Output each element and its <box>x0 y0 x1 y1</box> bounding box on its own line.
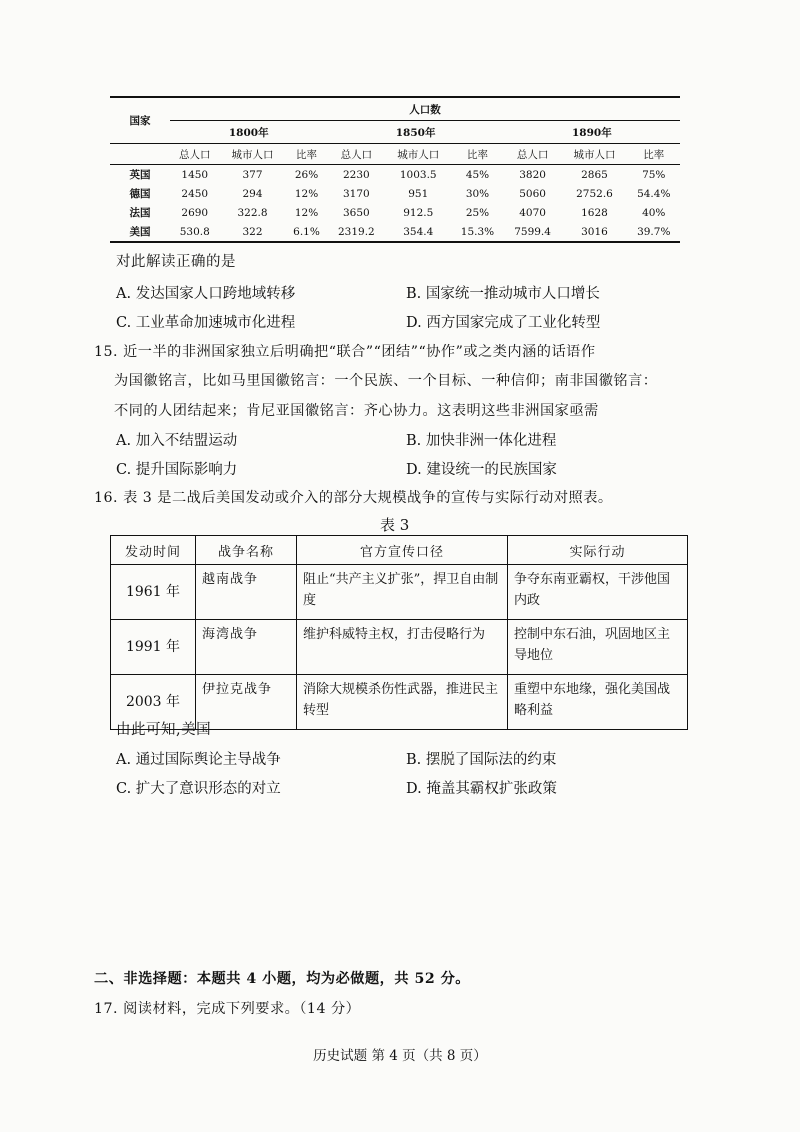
war-year-cell: 2003 年 <box>111 675 196 730</box>
year-header: 1850年 <box>327 121 503 144</box>
war-row <box>111 565 688 620</box>
population-table <box>110 96 680 243</box>
sub-header: 比率 <box>286 144 328 165</box>
sub-header: 总人口 <box>327 144 385 165</box>
value-cell: 322.8 <box>237 206 268 219</box>
q16-option-a[interactable]: A. 通过国际舆论主导战争 <box>116 752 281 768</box>
war-name-cell: 伊拉克战争 <box>196 675 297 730</box>
population-group-header: 人口数 <box>170 97 680 121</box>
q15-option-d[interactable]: D. 建设统一的民族国家 <box>406 462 557 478</box>
war-header: 官方宣传口径 <box>297 536 508 565</box>
year-header: 1890年 <box>504 121 680 144</box>
value-cell: 912.5 <box>403 206 434 219</box>
country-cell: 英国 <box>129 169 151 181</box>
country-cell: 美国 <box>110 222 170 242</box>
q15-option-a[interactable]: A. 加入不结盟运动 <box>116 433 238 449</box>
table-3-title: 表 3 <box>380 516 410 534</box>
value-cell: 15.3% <box>451 222 503 242</box>
value-cell: 5060 <box>519 187 546 200</box>
war-action-cell: 控制中东石油，巩固地区主导地位 <box>508 620 688 675</box>
sub-header: 城市人口 <box>561 144 627 165</box>
population-row <box>110 184 680 203</box>
value-cell: 2319.2 <box>327 222 385 242</box>
value-cell: 6.1% <box>286 222 328 242</box>
war-header: 实际行动 <box>508 536 688 565</box>
value-cell: 40% <box>642 206 666 219</box>
q16-stem: 16. 表 3 是二战后美国发动或介入的部分大规模战争的宣传与实际行动对照表。 <box>94 490 613 506</box>
sub-header: 总人口 <box>170 144 220 165</box>
sub-header: 总人口 <box>504 144 562 165</box>
value-cell: 7599.4 <box>504 222 562 242</box>
q15-option-b[interactable]: B. 加快非洲一体化进程 <box>406 433 557 449</box>
country-cell: 德国 <box>129 188 151 200</box>
country-cell: 法国 <box>129 207 151 219</box>
population-row <box>110 165 680 185</box>
value-cell: 2752.6 <box>576 187 613 200</box>
q16-option-d[interactable]: D. 掩盖其霸权扩张政策 <box>406 781 557 797</box>
q17-stem: 17. 阅读材料，完成下列要求。（14 分） <box>94 1001 361 1017</box>
country-header: 国家 <box>110 97 170 144</box>
value-cell: 1628 <box>581 206 608 219</box>
value-cell: 354.4 <box>385 222 451 242</box>
war-action-cell: 争夺东南亚霸权，干涉他国内政 <box>508 565 688 620</box>
value-cell: 322 <box>220 222 286 242</box>
war-claim-cell: 阻止“共产主义扩张”，捍卫自由制度 <box>297 565 508 620</box>
value-cell: 530.8 <box>170 222 220 242</box>
q14-option-a[interactable]: A. 发达国家人口跨地域转移 <box>116 286 296 302</box>
value-cell: 3820 <box>519 168 546 181</box>
page-footer: 历史试题 第 4 页（共 8 页） <box>313 1048 487 1064</box>
value-cell: 12% <box>294 187 319 200</box>
value-cell: 3650 <box>343 206 370 219</box>
q14-option-b[interactable]: B. 国家统一推动城市人口增长 <box>406 286 600 302</box>
value-cell: 45% <box>465 168 490 181</box>
war-row <box>111 620 688 675</box>
section-2-heading: 二、非选择题：本题共 4 小题，均为必做题，共 52 分。 <box>94 971 470 987</box>
value-cell: 1003.5 <box>399 168 437 181</box>
value-cell: 2865 <box>581 168 608 181</box>
q15-line-1: 15. 近一半的非洲国家独立后明确把“联合”“团结”“协作”或之类内涵的话语作 <box>94 344 596 360</box>
value-cell: 294 <box>242 187 263 200</box>
value-cell: 26% <box>294 168 319 181</box>
war-claim-cell: 消除大规模杀伤性武器，推进民主转型 <box>297 675 508 730</box>
value-cell: 75% <box>642 168 666 181</box>
value-cell: 39.7% <box>627 222 680 242</box>
q15-line-3: 不同的人团结起来；肯尼亚国徽铭言：齐心协力。这表明这些非洲国家亟需 <box>114 403 599 419</box>
war-action-cell: 重塑中东地缘，强化美国战略利益 <box>508 675 688 730</box>
value-cell: 54.4% <box>637 187 671 200</box>
war-header: 发动时间 <box>111 536 196 565</box>
sub-header: 城市人口 <box>220 144 286 165</box>
q14-option-d[interactable]: D. 西方国家完成了工业化转型 <box>406 315 601 331</box>
year-header: 1800年 <box>170 121 327 144</box>
q14-stem-end: 对此解读正确的是 <box>116 254 236 270</box>
q16-option-c[interactable]: C. 扩大了意识形态的对立 <box>116 781 281 797</box>
war-year-cell: 1991 年 <box>111 620 196 675</box>
value-cell: 2230 <box>343 168 370 181</box>
value-cell: 30% <box>465 187 490 200</box>
sub-header: 比率 <box>627 144 680 165</box>
value-cell: 3016 <box>561 222 627 242</box>
war-table <box>110 535 688 730</box>
q15-option-c[interactable]: C. 提升国际影响力 <box>116 462 238 478</box>
q15-line-2: 为国徽铭言，比如马里国徽铭言：一个民族、一个目标、一种信仰；南非国徽铭言： <box>114 373 658 389</box>
q16-option-b[interactable]: B. 摆脱了国际法的约束 <box>406 752 557 768</box>
value-cell: 4070 <box>519 206 546 219</box>
sub-header: 城市人口 <box>385 144 451 165</box>
value-cell: 377 <box>242 168 263 181</box>
population-row <box>110 203 680 222</box>
war-name-cell: 海湾战争 <box>196 620 297 675</box>
q16-stem-end: 由此可知,美国 <box>116 722 212 738</box>
population-row <box>110 222 680 242</box>
war-year-cell: 1961 年 <box>111 565 196 620</box>
war-claim-cell: 维护科威特主权，打击侵略行为 <box>297 620 508 675</box>
value-cell: 951 <box>408 187 429 200</box>
value-cell: 3170 <box>343 187 370 200</box>
value-cell: 2450 <box>181 187 209 200</box>
value-cell: 2690 <box>181 206 209 219</box>
value-cell: 1450 <box>181 168 209 181</box>
value-cell: 12% <box>294 206 319 219</box>
war-name-cell: 越南战争 <box>196 565 297 620</box>
value-cell: 25% <box>465 206 490 219</box>
war-header: 战争名称 <box>196 536 297 565</box>
sub-header: 比率 <box>451 144 503 165</box>
q14-option-c[interactable]: C. 工业革命加速城市化进程 <box>116 315 296 331</box>
